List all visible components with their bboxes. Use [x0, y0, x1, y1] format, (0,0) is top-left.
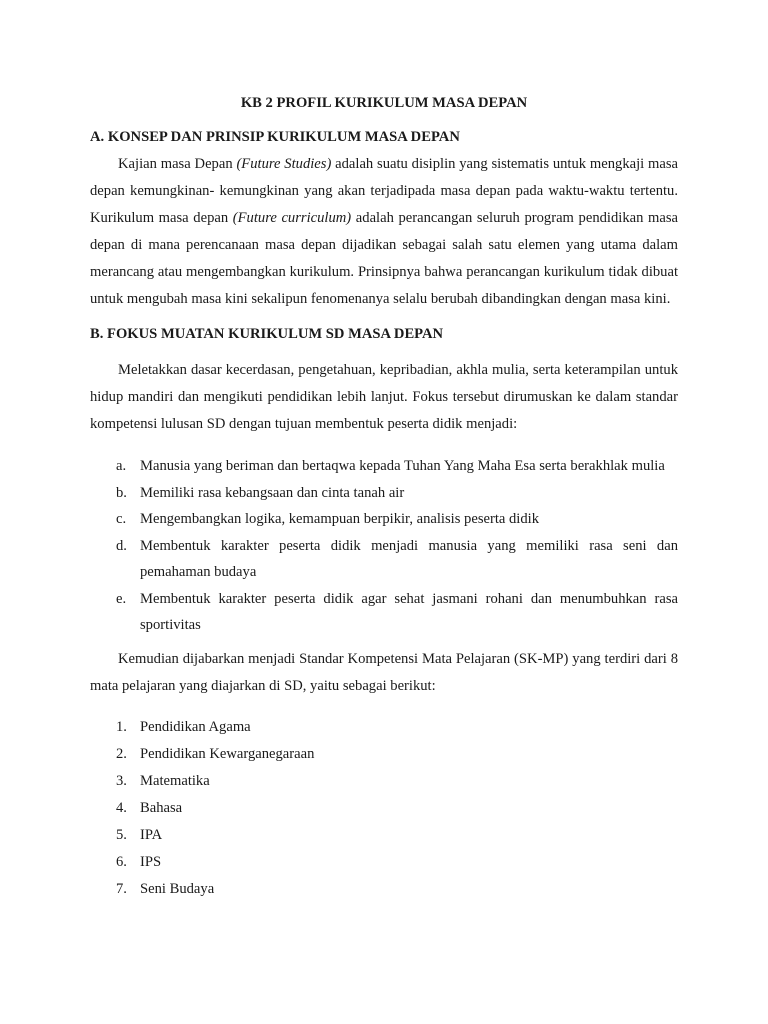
list-item: [90, 768, 678, 795]
goals-list: [90, 453, 678, 639]
section-b-heading: B. FOKUS MUATAN KURIKULUM SD MASA DEPAN: [90, 326, 444, 342]
section-b-followup: Kemudian dijabarkan menjadi Standar Kompetensi Mata Pelajaran (SK-MP) yang terdiri dari 8 mata pelajaran yang diajarkan di SD, yaitu sebagai berikut:: [90, 650, 678, 694]
future-curriculum-term: (Future curriculum): [232, 210, 352, 226]
list-item-text: Matematika: [140, 772, 210, 789]
list-item-text: Memiliki rasa kebangsaan dan cinta tanah air: [140, 484, 405, 501]
list-marker: 6.: [116, 853, 127, 870]
list-item: [90, 533, 678, 586]
list-item-text: IPS: [140, 853, 162, 870]
list-item-text: Pendidikan Kewarganegaraan: [140, 745, 315, 762]
section-a-paragraph: [90, 151, 678, 313]
list-item-text: Bahasa: [140, 799, 183, 816]
list-item: [90, 741, 678, 768]
list-item-text: Mengembangkan logika, kemampuan berpikir, analisis peserta didik: [140, 511, 540, 527]
list-item: [90, 849, 678, 876]
section-b-intro: Meletakkan dasar kecerdasan, pengetahuan, kepribadian, akhla mulia, serta keterampilan untuk hidup mandiri dan mengikuti pendidikan lebih lanjut. Fokus tersebut dirumuskan ke dalam standar kompetensi lulusan SD dengan tujuan membentuk peserta didik menjadi:: [90, 362, 678, 432]
list-item: [90, 822, 678, 849]
list-item: [90, 714, 678, 741]
subjects-list: [90, 714, 678, 903]
document-title: KB 2 PROFIL KURIKULUM MASA DEPAN: [240, 95, 528, 111]
page-content: [90, 90, 678, 903]
list-marker: b.: [116, 484, 127, 501]
list-item-text: Pendidikan Agama: [140, 718, 251, 735]
list-marker: 7.: [116, 880, 127, 897]
section-a-text-3: adalah perancangan seluruh program pendidikan masa depan di mana perencanaan masa depan dijadikan sebagai salah satu elemen yang utama dalam merancang atau mengembangkan kurikulum. Prinsipnya bahwa perancangan kurikulum tidak dibuat untuk mengubah masa kini sekalipun fenomenanya selalu berubah dibandingkan dengan masa kini.: [90, 210, 679, 307]
list-marker: 1.: [116, 718, 127, 735]
list-item-text: IPA: [140, 826, 163, 843]
list-item-text: Seni Budaya: [140, 880, 215, 897]
list-marker: 5.: [116, 826, 127, 843]
list-item-text: Membentuk karakter peserta didik menjadi manusia yang memiliki rasa seni dan pemahaman budaya: [140, 537, 678, 580]
section-a-text-1: Kajian masa Depan: [118, 156, 237, 172]
list-marker: a.: [116, 458, 127, 474]
list-item: [90, 795, 678, 822]
list-item: [90, 876, 678, 903]
list-item: [90, 480, 678, 507]
list-item-text: Membentuk karakter peserta didik agar sehat jasmani rohani dan menumbuhkan rasa sportivitas: [140, 590, 678, 633]
list-marker: 3.: [116, 772, 127, 789]
list-marker: c.: [116, 511, 127, 527]
section-a-heading: A. KONSEP DAN PRINSIP KURIKULUM MASA DEPAN: [90, 129, 460, 145]
future-studies-term: (Future Studies): [236, 156, 332, 172]
list-item: [90, 506, 678, 533]
section-a-text-2: adalah suatu disiplin yang sistematis untuk mengkaji masa depan kemungkinan- kemungkinan yang akan terjadipada masa depan pada waktu-waktu tertentu. Kurikulum masa depan: [90, 156, 679, 226]
list-item-text: Manusia yang beriman dan bertaqwa kepada Tuhan Yang Maha Esa serta berakhlak mulia: [140, 458, 665, 474]
list-marker: d.: [116, 537, 127, 554]
list-marker: e.: [116, 590, 127, 607]
list-item: [90, 453, 678, 480]
list-marker: 2.: [116, 745, 127, 762]
list-item: [90, 586, 678, 639]
list-marker: 4.: [116, 799, 127, 816]
